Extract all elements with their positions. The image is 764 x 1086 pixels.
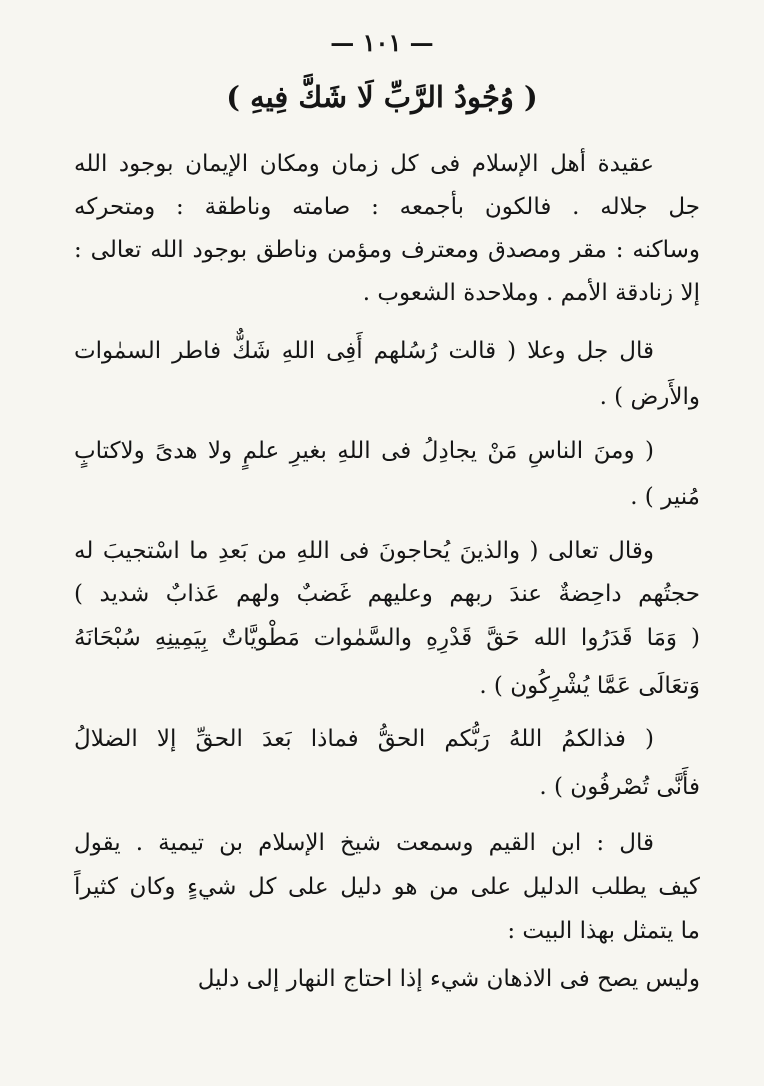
text-line: جل جلاله . فالكون بأجمعه : صامته وناطقة : ومتحركه	[74, 194, 700, 220]
text-line: ما يتمثل بهذا البيت :	[507, 918, 700, 944]
page-number: — ١٠١ —	[330, 28, 434, 57]
text-line: مُنير ) .	[630, 484, 700, 510]
text-line: وَتعَالَى عَمَّا يُشْرِكُون ) .	[479, 673, 700, 699]
text-line: ( وَمَا قَدَرُوا الله حَقَّ قَدْرِهِ والسَّمٰوات مَطْويَّاتٌ بِيَمِينِهِ سُبْحَانَهُ	[74, 625, 700, 651]
section-title: ( وُجُودُ الرَّبِّ لَا شَكَّ فِيهِ )	[226, 80, 538, 114]
text-line: فأَنَّى تُصْرفُون ) .	[539, 774, 700, 800]
text-line: حجتُهم داحِضةٌ عندَ ربهم وعليهم غَضبٌ ولهم عَذابٌ شديد )	[74, 581, 700, 607]
text-line: ( ومنَ الناسِ مَنْ يجادِلُ فى اللهِ بغيرِ علمٍ ولا هدىً ولاكتابٍ	[74, 438, 654, 464]
text-line: إلا زنادقة الأمم . وملاحدة الشعوب .	[362, 280, 700, 306]
text-line: وساكنه : مقر ومصدق ومعترف ومؤمن وناطق بوجود الله تعالى :	[74, 237, 700, 263]
text-line: والأَرض ) .	[599, 384, 700, 410]
text-line: قال : ابن القيم وسمعت شيخ الإسلام بن تيمية . يقول	[74, 830, 654, 856]
text-line: قال جل وعلا ( قالت رُسُلهم أَفِى اللهِ شَكٌّ فاطر السمٰوات	[74, 338, 654, 364]
text-line: وقال تعالى ( والذينَ يُحاجونَ فى اللهِ من بَعدِ ما اسْتجيبَ له	[74, 538, 654, 564]
text-line: كيف يطلب الدليل على من هو دليل على كل شيءٍ وكان كثيراً	[74, 874, 700, 900]
verse-line: وليس يصح فى الاذهان شيء إذا احتاج النهار إلى دليل	[197, 966, 700, 992]
text-line: عقيدة أهل الإسلام فى كل زمان ومكان الإيمان بوجود الله	[74, 151, 654, 177]
text-line: ( فذالكمُ اللهُ رَبُّكم الحقُّ فماذا بَعدَ الحقِّ إلا الضلالُ	[74, 726, 654, 752]
